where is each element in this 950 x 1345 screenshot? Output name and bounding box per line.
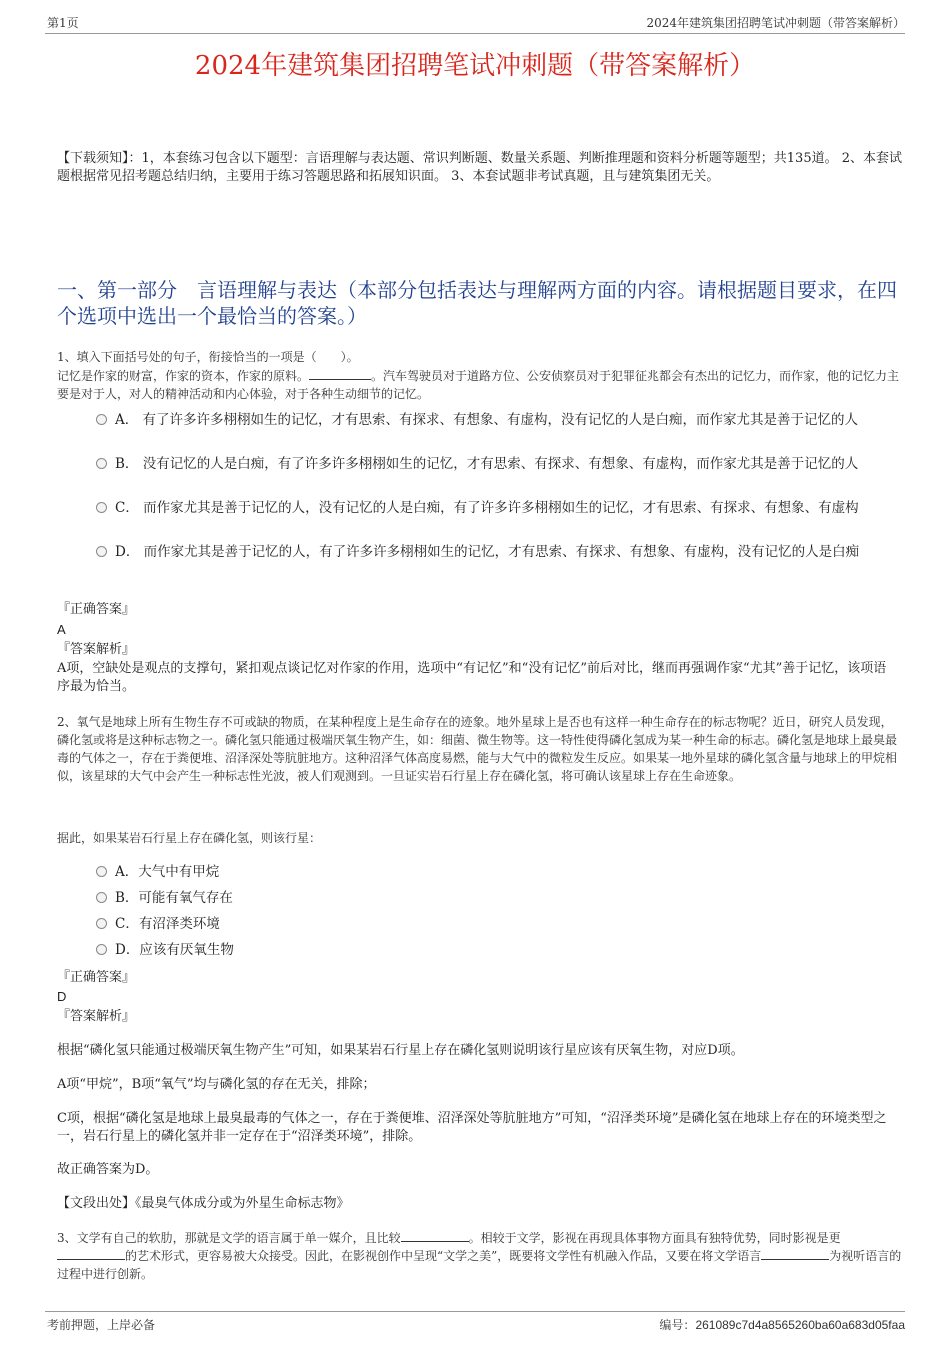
option-text: A．大气中有甲烷 xyxy=(115,864,220,880)
q2-prompt: 据此，如果某岩石行星上存在磷化氢，则该行星： xyxy=(57,831,322,845)
section-heading: 一、第一部分 言语理解与表达（本部分包括表达与理解两方面的内容。请根据题目要求，在四个选项中选出一个最恰当的答案。） xyxy=(57,278,897,328)
q1-blank xyxy=(309,367,371,380)
q1-option-a[interactable] xyxy=(96,409,891,431)
q3-part-d: 为视听语言的过程中进行创新。 xyxy=(57,1249,902,1281)
q2-option-c[interactable] xyxy=(96,913,220,935)
q1-analysis-label: 『答案解析』 xyxy=(57,642,136,657)
q2-analysis-3: C项，根据“磷化氢是地球上最臭最毒的气体之一，存在于粪便堆、沼泽深处等肮脏地方”可知，“沼泽类环境”是磷化氢在地球上存在的环境类型之一，岩石行星上的磷化氢并非一定存在于“沼泽类环境”，排除。 xyxy=(57,1111,887,1144)
footer-rule xyxy=(45,1311,905,1312)
q2-analysis-4: 故正确答案为D。 xyxy=(57,1162,159,1177)
radio-icon[interactable] xyxy=(96,502,107,513)
q2-answer-label: 『正确答案』 xyxy=(57,970,136,985)
q3-blank-1 xyxy=(401,1229,469,1242)
option-text: B． 没有记忆的人是白痴，有了许多许多栩栩如生的记忆，才有思索、有探求、有想象、有虚构，而作家尤其是善于记忆的人 xyxy=(115,456,859,472)
q2-analysis-label: 『答案解析』 xyxy=(57,1009,136,1024)
q2-option-d[interactable] xyxy=(96,939,234,961)
page-number: 第1页 xyxy=(47,16,79,30)
q1-passage xyxy=(57,367,902,403)
q3-blank-3 xyxy=(761,1247,829,1260)
q1-passage-part-b: 。汽车驾驶员对于道路方位、公安侦察员对于犯罪征兆都会有杰出的记忆力，而作家，他的记忆力主要是对于人，对人的精神活动和内心体验，对于各种生动细节的记忆。 xyxy=(57,369,900,401)
q1-answer: A xyxy=(57,622,66,637)
radio-icon[interactable] xyxy=(96,414,107,425)
q2-stem: 2、氧气是地球上所有生物生存不可或缺的物质，在某种程度上是生命存在的迹象。地外星球上是否也有这样一种生命存在的标志物呢？近日，研究人员发现，磷化氢或将是这种标志物之一。磷化氢只能通过极端厌氧生物产生，如：细菌、微生物等。这一特性使得磷化氢成为某一种生命的标志。磷化氢是地球上最臭最毒的气体之一，存在于粪便堆、沼泽深处等肮脏地方。这种沼泽气体高度易燃，能与大气中的微粒发生反应。如果某一地外星球的磷化氢含量与地球上的甲烷相似，该星球的大气中会产生一种标志性光波，被人们观测到。一旦证实岩石行星上存在磷化氢，将可确认该星球上存在生命迹象。 xyxy=(57,715,898,783)
q2-analysis-2: A项“甲烷”，B项“氧气”均与磷化氢的存在无关，排除； xyxy=(57,1077,376,1092)
q3-text xyxy=(57,1229,902,1283)
option-text: D． 而作家尤其是善于记忆的人，有了许多许多栩栩如生的记忆，才有思索、有探求、有想象、有虚构，没有记忆的人是白痴 xyxy=(115,544,860,560)
q1-option-c[interactable] xyxy=(96,497,891,519)
q3-part-b: 。相较于文学，影视在再现具体事物方面具有独特优势，同时影视是更 xyxy=(468,1231,841,1245)
option-text: A． 有了许多许多栩栩如生的记忆，才有思索、有探求、有想象、有虚构，没有记忆的人是白痴，而作家尤其是善于记忆的人 xyxy=(115,412,859,428)
footer-code xyxy=(659,1316,905,1333)
footer-code-label: 编号： xyxy=(659,1318,696,1332)
page-title: 2024年建筑集团招聘笔试冲刺题（带答案解析） xyxy=(194,51,756,81)
option-text: D．应该有厌氧生物 xyxy=(115,942,234,958)
q1-option-b[interactable] xyxy=(96,453,891,475)
q1-analysis: A项，空缺处是观点的支撑句，紧扣观点谈记忆对作家的作用，选项中“有记忆”和“没有记忆”前后对比，继而再强调作家“尤其”善于记忆，该项语序最为恰当。 xyxy=(57,661,887,694)
radio-icon[interactable] xyxy=(96,892,107,903)
option-text: C． 而作家尤其是善于记忆的人，没有记忆的人是白痴，有了许多许多栩栩如生的记忆，才有思索、有探求、有想象、有虚构 xyxy=(115,500,859,516)
radio-icon[interactable] xyxy=(96,458,107,469)
download-notice: 【下载须知】：1，本套练习包含以下题型：言语理解与表达题、常识判断题、数量关系题、判断推理题和资料分析题等题型；共135道。 2、本套试题根据常见招考题总结归纳，主要用于练习答题思路和拓展知识面。 3、本套试题非考试真题，且与建筑集团无关。 xyxy=(57,151,902,184)
radio-icon[interactable] xyxy=(96,944,107,955)
q2-option-b[interactable] xyxy=(96,887,233,909)
q3-blank-2 xyxy=(57,1247,125,1260)
radio-icon[interactable] xyxy=(96,918,107,929)
q1-answer-label: 『正确答案』 xyxy=(57,602,136,617)
q1-passage-part-a: 记忆是作家的财富，作家的资本，作家的原料。 xyxy=(57,369,310,383)
q2-option-a[interactable] xyxy=(96,861,219,883)
q1-stem: 1、填入下面括号处的句子，衔接恰当的一项是（ ）。 xyxy=(57,350,359,364)
footer-slogan: 考前押题，上岸必备 xyxy=(47,1318,156,1332)
option-text: C．有沼泽类环境 xyxy=(115,916,220,932)
radio-icon[interactable] xyxy=(96,866,107,877)
q3-part-a: 3、文学有自己的软肋，那就是文学的语言属于单一媒介，且比较 xyxy=(57,1231,401,1245)
q2-analysis-1: 根据“磷化氢只能通过极端厌氧生物产生”可知，如果某岩石行星上存在磷化氢则说明该行星应该有厌氧生物，对应D项。 xyxy=(57,1043,744,1058)
q2-answer: D xyxy=(57,989,67,1004)
header-rule xyxy=(45,33,905,34)
q2-source: 【文段出处】《最臭气体成分或为外星生命标志物》 xyxy=(57,1196,350,1211)
running-title: 2024年建筑集团招聘笔试冲刺题（带答案解析） xyxy=(646,16,905,30)
footer-code-value: 261089c7d4a8565260ba60a683d05faa xyxy=(695,1318,905,1332)
option-text: B．可能有氧气存在 xyxy=(115,890,233,906)
q3-part-c: 的艺术形式，更容易被大众接受。因此，在影视创作中呈现“文学之美”，既要将文学性有机融入作品，又要在将文学语言 xyxy=(125,1249,762,1263)
q1-option-d[interactable] xyxy=(96,541,891,563)
radio-icon[interactable] xyxy=(96,546,107,557)
